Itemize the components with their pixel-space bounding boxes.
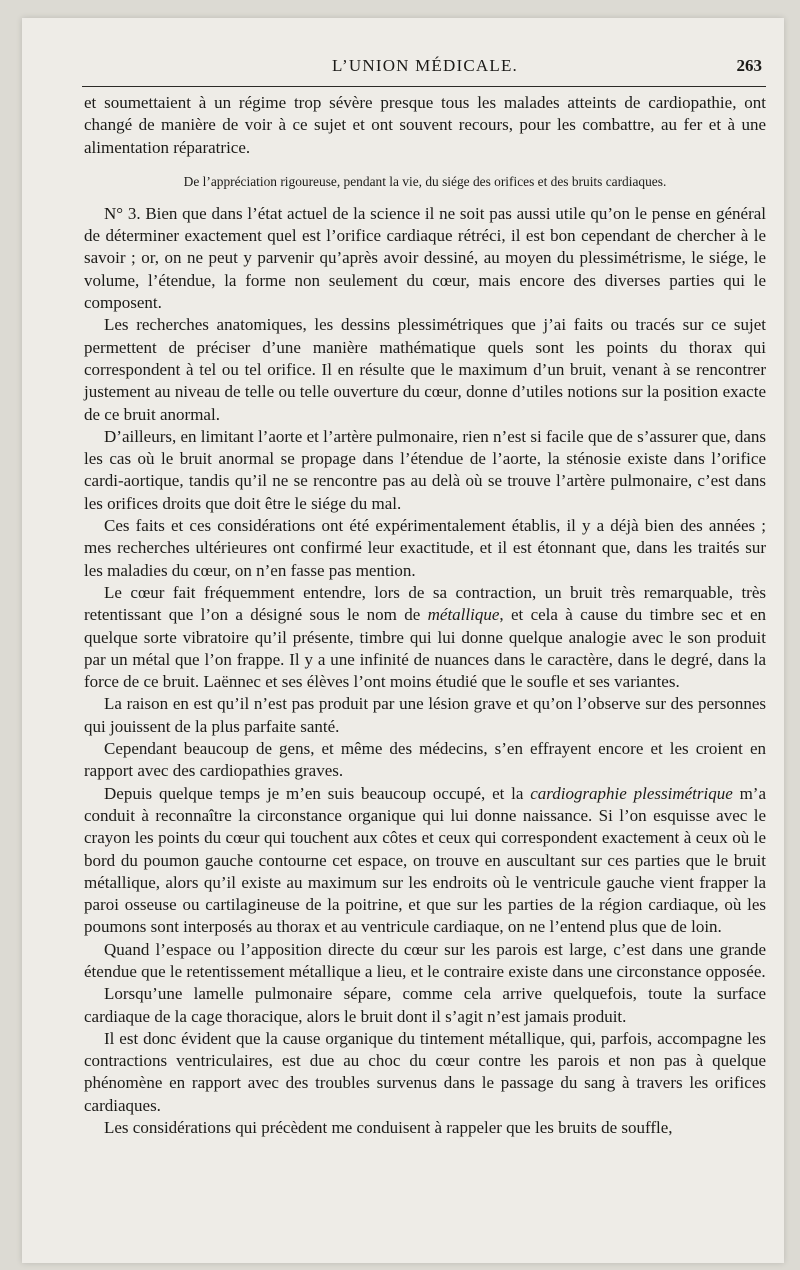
paragraph: Les considérations qui précèdent me conduisent à rappeler que les bruits de souffle, bbox=[104, 1118, 673, 1138]
page-number: 263 bbox=[736, 56, 762, 75]
paragraph-text: Le cœur fait fréquemment entendre, lors de sa contraction, un bruit très remarquable, très retentissant que l’on a désigné sous le nom de bbox=[84, 582, 766, 625]
italic-term: cardiographie plessimétrique bbox=[530, 783, 733, 803]
italic-term: métallique bbox=[427, 605, 500, 625]
paragraph-text: , et cela à cause du timbre sec et en quelque sorte vibratoire qu’il présente, timbre qui lui donne quelque analogie avec le son produit par un métal que l’on frappe. Il y a une infinité de nuances dans le caractère, dans le degré, dans la force de ce bruit. Laënnec et ses élèves l’ont moins étudié que le soufle et ses variantes. bbox=[84, 605, 766, 692]
paragraph bbox=[84, 783, 766, 939]
running-title: L’UNION MÉDICALE. bbox=[332, 56, 518, 75]
paragraph bbox=[84, 203, 766, 314]
paragraph: La raison en est qu’il n’est pas produit par une lésion grave et qu’on l’observe sur des personnes qui jouissent de la plus parfaite santé. bbox=[84, 694, 766, 736]
paragraph: Ces faits et ces considérations ont été expérimentalement établis, il y a déjà bien des années ; mes recherches ultérieures ont confirmé leur exactitude, et il est étonnant que, dans les traités sur les maladies du cœur, on n’en fasse pas mention. bbox=[84, 516, 766, 580]
header-rule bbox=[82, 86, 766, 87]
section-heading: De l’appréciation rigoureuse, pendant la vie, du siége des orifices et des bruits cardiaques. bbox=[183, 173, 667, 189]
paragraph-text: m’a conduit à reconnaître la circonstance organique qui lui donne naissance. Si l’on esquisse avec le crayon les points du cœur qui touchent aux côtes et ceux qui correspondent exactement à ceux où le bord du poumon gauche contourne cet espace, on trouve en auscultant sur ces parties que le bruit métallique, alors qu’il existe au maximum sur les endroits où le ventricule gauche vient frapper la paroi osseuse ou cartilagineuse de la poitrine, et que sur les parties de la région cardiaque, où les poumons sont interposés au thorax et au ventricule cardiaque, on ne l’entend plus que de loin. bbox=[84, 783, 766, 937]
paragraph-text: Bien que dans l’état actuel de la science il ne soit pas aussi utile qu’on le pense en général de déterminer exactement quel est l’orifice cardiaque rétréci, il est bon cependant de chercher à le savoir ; or, on ne peut y parvenir qu’après avoir dessiné, au moyen du plessimétrisme, le siége, le volume, l’étendue, la forme non seulement du cœur, mais encore des diverses parties qui le composent. bbox=[84, 203, 766, 313]
document-page bbox=[22, 18, 784, 1263]
paragraph: Quand l’espace ou l’apposition directe du cœur sur les parois est large, c’est dans une grande étendue que le retentissement métallique a lieu, et le contraire existe dans une circonstance opposée. bbox=[84, 939, 766, 981]
paragraph: Cependant beaucoup de gens, et même des médecins, s’en effrayent encore et les croient en rapport avec des cardiopathies graves. bbox=[84, 739, 766, 781]
body-text bbox=[84, 92, 766, 1139]
paragraph: Lorsqu’une lamelle pulmonaire sépare, comme cela arrive quelquefois, toute la surface cardiaque de la cage thoracique, alors le bruit dont il s’agit n’est jamais produit. bbox=[84, 984, 766, 1026]
paragraph bbox=[84, 582, 766, 693]
page-header bbox=[84, 56, 766, 80]
paragraph: Il est donc évident que la cause organique du tintement métallique, qui, parfois, accompagne les contractions ventriculaires, est due au choc du cœur contre les parois et non pas à quelque phénomène en rapport avec des troubles survenus dans le passage du sang à travers les orifices cardiaques. bbox=[84, 1028, 766, 1115]
paragraph: et soumettaient à un régime trop sévère presque tous les malades atteints de cardiopathie, ont changé de manière de voir à ce sujet et ont souvent recours, pour les combattre, au fer et à une alimentation réparatrice. bbox=[84, 93, 766, 157]
paragraph: D’ailleurs, en limitant l’aorte et l’artère pulmonaire, rien n’est si facile que de s’assurer que, dans les cas où le bruit anormal se propage dans l’étendue de l’aorte, la sténosie existe dans l’orifice cardi-aortique, tandis qu’il ne se rencontre pas au delà où se trouve l’artère pulmonaire, c’est dans les orifices droits que doit être le siége du mal. bbox=[84, 426, 766, 513]
paragraph: Les recherches anatomiques, les dessins plessimétriques que j’ai faits ou tracés sur ce sujet permettent de préciser d’une manière mathématique quels sont les points du thorax qui correspondent à tel ou tel orifice. Il en résulte que le maximum d’un bruit, venant à se rencontrer justement au niveau de telle ou telle ouverture du cœur, donne d’utiles notions sur la position exacte de ce bruit anormal. bbox=[84, 315, 766, 424]
paragraph-text: Depuis quelque temps je m’en suis beaucoup occupé, et la bbox=[104, 783, 531, 803]
section-number: N° 3. bbox=[104, 203, 141, 223]
